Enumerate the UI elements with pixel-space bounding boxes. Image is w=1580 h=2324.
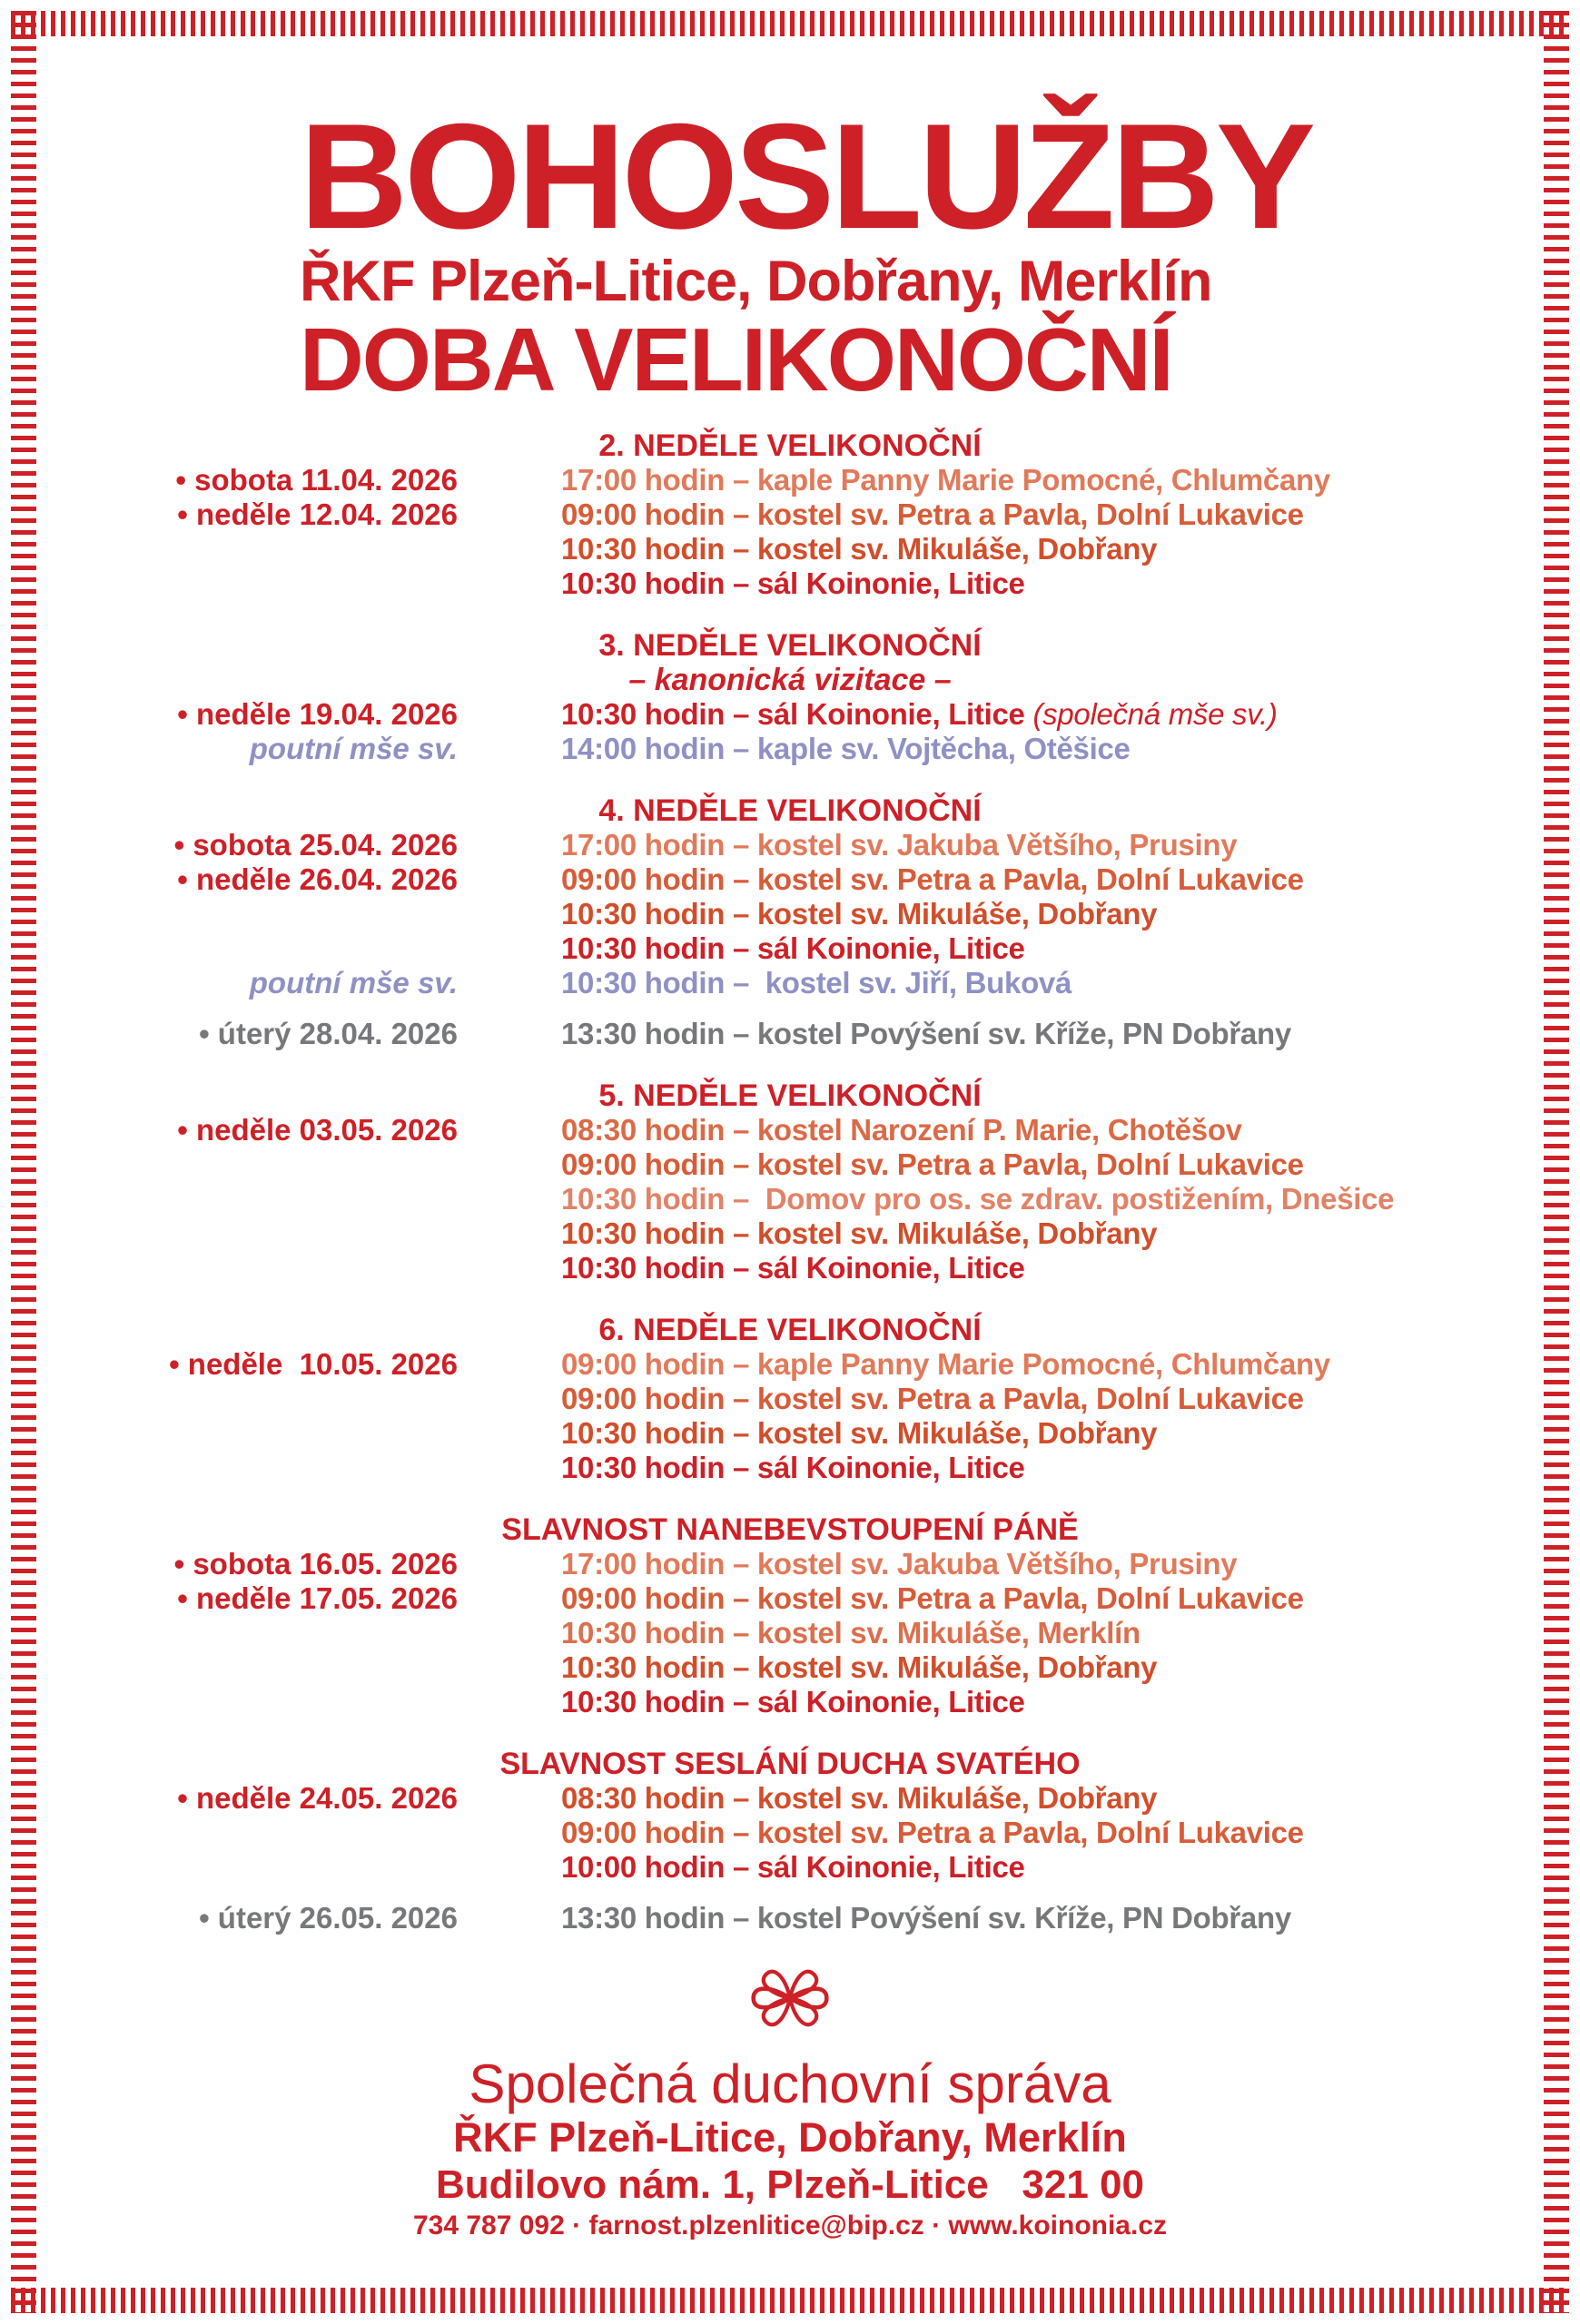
row-date: • neděle 24.05. 2026 (177, 1781, 458, 1816)
row-service-text: 09:00 hodin – kaple Panny Marie Pomocné, Chlumčany (561, 1347, 1330, 1382)
row-service (561, 1017, 1291, 1051)
section-header: 6. NEDĚLE VELIKONOČNÍ (598, 1313, 982, 1348)
schedule-row (58, 497, 1522, 532)
row-service (561, 1251, 1025, 1285)
row-date (58, 1251, 458, 1285)
row-service-text: 10:30 hodin – sál Koinonie, Litice (561, 1451, 1025, 1485)
row-service-text: 09:00 hodin – kostel sv. Petra a Pavla, Dolní Lukavice (561, 1147, 1304, 1182)
row-service (561, 1416, 1157, 1451)
schedule-row (58, 1781, 1522, 1816)
schedule-row (58, 1382, 1522, 1416)
schedule-row (58, 1017, 1522, 1051)
row-date: • sobota 16.05. 2026 (173, 1547, 458, 1581)
schedule-row (58, 966, 1522, 1000)
row-service (561, 1347, 1330, 1382)
row-service (561, 1182, 1394, 1216)
schedule-row (58, 931, 1522, 966)
footer-address: Budilovo nám. 1, Plzeň-Litice 321 00 (435, 2162, 1144, 2208)
section (58, 1512, 1522, 1719)
row-date: • neděle 03.05. 2026 (177, 1113, 458, 1147)
schedule-row (58, 1581, 1522, 1616)
poster-season: DOBA VELIKONOČNÍ (300, 310, 1172, 410)
row-service (561, 1113, 1242, 1147)
knot-ornament-icon (58, 1948, 1522, 2048)
section (58, 1747, 1522, 1885)
row-service (561, 1850, 1025, 1885)
row-service-text: 13:30 hodin – kostel Povýšení sv. Kříže, PN Dobřany (561, 1017, 1291, 1051)
border-bottom (11, 2288, 1569, 2313)
schedule-row (58, 1685, 1522, 1719)
row-service-text: 10:30 hodin – kostel sv. Jiří, Buková (561, 966, 1072, 1000)
row-date (58, 1816, 458, 1850)
schedule-row (58, 1147, 1522, 1182)
row-date (58, 1451, 458, 1485)
row-service-text: 09:00 hodin – kostel sv. Petra a Pavla, Dolní Lukavice (561, 1816, 1304, 1850)
row-service (561, 1216, 1157, 1251)
section (58, 1078, 1522, 1285)
schedule-row (58, 1451, 1522, 1485)
row-date: poutní mše sv. (249, 732, 458, 766)
row-service (561, 1781, 1157, 1816)
row-service-note: (společná mše sv.) (1024, 697, 1278, 732)
row-date: • neděle 12.04. 2026 (177, 497, 458, 532)
row-service (561, 1147, 1304, 1182)
section-header: 3. NEDĚLE VELIKONOČNÍ (598, 628, 982, 664)
schedule-row (58, 1901, 1522, 1935)
row-service (561, 1581, 1304, 1616)
row-date: • sobota 11.04. 2026 (175, 463, 458, 497)
row-service (561, 897, 1157, 931)
row-service (561, 828, 1237, 862)
row-service-text: 10:30 hodin – sál Koinonie, Litice (561, 566, 1025, 601)
row-service-text: 10:30 hodin – kostel sv. Mikuláše, Dobřany (561, 1650, 1158, 1685)
row-date (58, 931, 458, 966)
schedule-row (58, 1113, 1522, 1147)
row-service (561, 697, 1278, 732)
row-service (561, 463, 1330, 497)
row-service (561, 966, 1071, 1000)
section-header: 4. NEDĚLE VELIKONOČNÍ (598, 793, 982, 829)
row-date (58, 566, 458, 601)
row-service-text: 09:00 hodin – kostel sv. Petra a Pavla, Dolní Lukavice (561, 1382, 1304, 1416)
schedule-row (58, 732, 1522, 766)
row-service-text: 13:30 hodin – kostel Povýšení sv. Kříže, PN Dobřany (561, 1901, 1291, 1935)
row-date (58, 1382, 458, 1416)
schedule-row (58, 1182, 1522, 1216)
row-service-text: 08:30 hodin – kostel sv. Mikuláše, Dobřany (561, 1781, 1158, 1816)
row-service-text: 14:00 hodin – kaple sv. Vojtěcha, Otěšice (561, 732, 1131, 766)
row-service (561, 931, 1025, 966)
schedule-row (58, 1650, 1522, 1685)
schedule-row (58, 532, 1522, 566)
row-service-text: 10:30 hodin – Domov pro os. se zdrav. postižením, Dnešice (561, 1182, 1395, 1216)
row-date (58, 1182, 458, 1216)
row-service-text: 10:30 hodin – kostel sv. Mikuláše, Dobřany (561, 532, 1158, 566)
row-service-text: 17:00 hodin – kostel sv. Jakuba Většího, Prusiny (561, 828, 1238, 862)
row-service-text: 10:30 hodin – sál Koinonie, Litice (561, 1251, 1025, 1285)
footer-parish: ŘKF Plzeň-Litice, Dobřany, Merklín (453, 2114, 1127, 2162)
section-header: SLAVNOST NANEBEVSTOUPENÍ PÁNĚ (501, 1512, 1079, 1548)
row-service-text: 10:00 hodin – sál Koinonie, Litice (561, 1850, 1025, 1885)
content (0, 93, 1580, 2244)
section (58, 1017, 1522, 1051)
section (58, 1313, 1522, 1485)
row-service-text: 08:30 hodin – kostel Narození P. Marie, Chotěšov (561, 1113, 1242, 1147)
row-service (561, 732, 1131, 766)
row-service-text: 09:00 hodin – kostel sv. Petra a Pavla, Dolní Lukavice (561, 862, 1304, 897)
row-service (561, 1650, 1157, 1685)
row-service-text: 17:00 hodin – kostel sv. Jakuba Většího, Prusiny (561, 1547, 1238, 1581)
row-date: • neděle 10.05. 2026 (169, 1347, 458, 1382)
row-date: • neděle 19.04. 2026 (177, 697, 458, 732)
row-service (561, 1685, 1025, 1719)
row-service-text: 10:30 hodin – sál Koinonie, Litice (561, 931, 1025, 966)
schedule-row (58, 1547, 1522, 1581)
schedule-row (58, 1616, 1522, 1650)
row-date (58, 1616, 458, 1650)
row-date: • sobota 25.04. 2026 (173, 828, 458, 862)
footer-contact: 734 787 092 · farnost.plzenlitice@bip.cz · www.koinonia.cz (412, 2211, 1168, 2241)
row-service-text: 17:00 hodin – kaple Panny Marie Pomocné, Chlumčany (561, 463, 1330, 497)
row-service (561, 1547, 1237, 1581)
schedule-row (58, 1251, 1522, 1285)
section-header: 2. NEDĚLE VELIKONOČNÍ (598, 428, 982, 464)
row-service-text: 10:30 hodin – sál Koinonie, Litice (561, 1685, 1025, 1719)
row-date: • neděle 26.04. 2026 (177, 862, 458, 897)
row-date: • úterý 26.05. 2026 (199, 1901, 458, 1935)
row-service-text: 09:00 hodin – kostel sv. Petra a Pavla, Dolní Lukavice (561, 497, 1304, 532)
footer-administration: Společná duchovní správa (469, 2053, 1111, 2115)
row-service (561, 1382, 1304, 1416)
footer (58, 1948, 1522, 2244)
row-date: • úterý 28.04. 2026 (199, 1017, 458, 1051)
section (58, 428, 1522, 601)
row-date (58, 1147, 458, 1182)
row-service (561, 566, 1025, 601)
schedule-row (58, 828, 1522, 862)
row-date: • neděle 17.05. 2026 (177, 1581, 458, 1616)
row-date (58, 1216, 458, 1251)
section (58, 1901, 1522, 1935)
row-service-text: 10:30 hodin – kostel sv. Mikuláše, Dobřany (561, 1216, 1158, 1251)
section-header: 5. NEDĚLE VELIKONOČNÍ (598, 1078, 982, 1114)
row-date (58, 897, 458, 931)
row-service (561, 1901, 1291, 1935)
row-date (58, 1650, 458, 1685)
section-header: SLAVNOST SESLÁNÍ DUCHA SVATÉHO (499, 1747, 1081, 1782)
schedule-row (58, 897, 1522, 931)
row-service (561, 532, 1157, 566)
schedule-row (58, 697, 1522, 732)
row-service-text: 09:00 hodin – kostel sv. Petra a Pavla, Dolní Lukavice (561, 1581, 1304, 1616)
row-date (58, 1416, 458, 1451)
poster-title: BOHOSLUŽBY (300, 93, 1312, 260)
row-date (58, 1850, 458, 1885)
row-service-text: 10:30 hodin – kostel sv. Mikuláše, Dobřany (561, 897, 1158, 931)
schedule-row (58, 1850, 1522, 1885)
row-date (58, 532, 458, 566)
row-date (58, 1685, 458, 1719)
row-service (561, 497, 1304, 532)
section (58, 793, 1522, 1000)
row-service-text: 10:30 hodin – kostel sv. Mikuláše, Dobřany (561, 1416, 1158, 1451)
row-service-text: 10:30 hodin – sál Koinonie, Litice (561, 697, 1025, 732)
row-service (561, 1816, 1304, 1850)
schedule (58, 428, 1522, 1935)
schedule-row (58, 1816, 1522, 1850)
schedule-row (58, 566, 1522, 601)
border-top (11, 11, 1569, 36)
title-block (300, 93, 1522, 410)
section (58, 628, 1522, 766)
schedule-row (58, 862, 1522, 897)
poster-subtitle: ŘKF Plzeň-Litice, Dobřany, Merklín (300, 249, 1212, 313)
row-service (561, 1616, 1141, 1650)
section-subheader: – kanonická vizitace – (628, 663, 952, 698)
schedule-row (58, 1416, 1522, 1451)
schedule-row (58, 463, 1522, 497)
row-service (561, 862, 1304, 897)
row-date: poutní mše sv. (249, 966, 458, 1000)
row-service (561, 1451, 1025, 1485)
schedule-row (58, 1347, 1522, 1382)
row-service-text: 10:30 hodin – kostel sv. Mikuláše, Merklín (561, 1616, 1141, 1650)
schedule-row (58, 1216, 1522, 1251)
